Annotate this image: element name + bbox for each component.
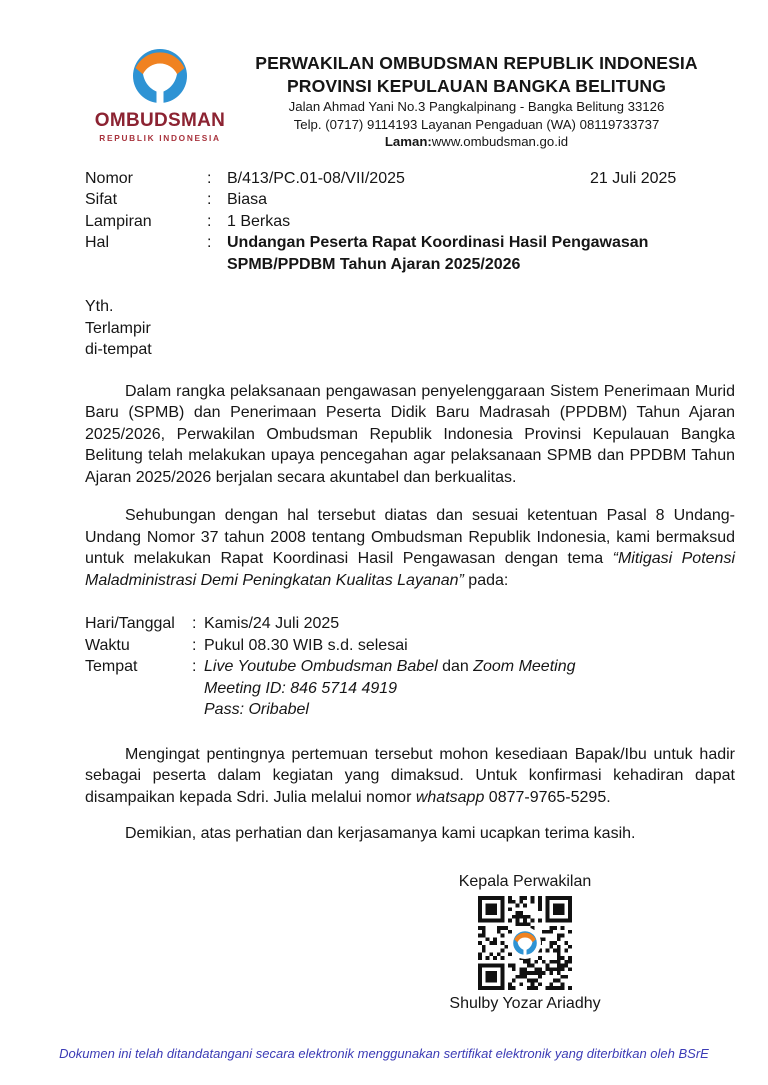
ombudsman-emblem-icon: [127, 44, 193, 108]
letter-meta: [85, 168, 735, 276]
lampiran-value: 1 Berkas: [227, 212, 291, 230]
org-website: [227, 134, 726, 151]
recipient-salutation: Yth.: [85, 298, 114, 315]
nomor-label: Nomor: [85, 169, 134, 187]
tempat-platform-2: Zoom Meeting: [473, 658, 576, 675]
tempat-conjunction: dan: [437, 658, 474, 675]
schedule-row-tempat: [85, 656, 735, 678]
tempat-value: [204, 656, 735, 678]
colon: :: [192, 615, 197, 632]
paragraph-3-tail: 0877-9765-5295.: [484, 788, 611, 806]
letterhead: [0, 0, 768, 151]
recipient-block: [85, 296, 735, 361]
org-address: Jalan Ahmad Yani No.3 Pangkalpinang - Bangka Belitung 33126: [288, 99, 665, 114]
org-name-line1: PERWAKILAN OMBUDSMAN REPUBLIK INDONESIA: [255, 53, 698, 73]
paragraph-2-tail: pada:: [463, 571, 509, 589]
ombudsman-logo: [93, 44, 227, 151]
website-value: www.ombudsman.go.id: [431, 134, 569, 149]
paragraph-closing: Demikian, atas perhatian dan kerjasamanya kami ucapkan terima kasih.: [125, 825, 636, 842]
colon: :: [207, 191, 212, 208]
ombudsman-emblem-icon: [511, 929, 539, 957]
paragraph-2-theme-quote: “Mitigasi Potensi Maladministrasi Demi Peningkatan Kualitas Layanan”: [85, 550, 736, 589]
signer-title: Kepala Perwakilan: [458, 872, 592, 890]
meeting-pass: Pass: Oribabel: [204, 701, 309, 718]
qr-center-logo: [509, 927, 541, 959]
nomor-value: B/413/PC.01-08/VII/2025: [227, 169, 405, 187]
bsre-footer-note: Dokumen ini telah ditandatangani secara elektronik menggunakan sertifikat elektronik yang diterbitkan oleh BSrE: [59, 1046, 709, 1061]
lampiran-label: Lampiran: [85, 212, 152, 230]
paragraph-2-text: Sehubungan dengan hal tersebut diatas dan sesuai ketentuan Pasal 8 Undang-Undang Nomor 37 tahun 2008 tentang Ombudsman Republik Indonesia, kami bermaksud untuk melakukan Rapat Koordinasi Hasil Pengawasan dengan tema: [85, 507, 735, 567]
paragraph-3-whatsapp: whatsapp: [415, 788, 485, 806]
hari-label: Hari/Tanggal: [85, 615, 175, 632]
waktu-label: Waktu: [85, 636, 130, 654]
digital-signature-qr: [478, 896, 572, 990]
paragraph-2: [85, 505, 735, 591]
schedule-row-hari: [85, 613, 735, 635]
colon: :: [192, 636, 197, 654]
paragraph-1: Dalam rangka pelaksanaan pengawasan penyelenggaraan Sistem Penerimaan Murid Baru (SPMB) dan Penerimaan Peserta Didik Baru Madrasah (PPDBM) Tahun Ajaran 2025/2026, Perwakilan Ombudsman Republik Indonesia Provinsi Kepulauan Bangka Belitung telah melakukan upaya pencegahan agar pelaksanaan SPMB dan PPDBM Tahun Ajaran 2025/2026 berjalan secara akuntabel dan berkualitas.: [85, 382, 735, 486]
logo-wordmark: OMBUDSMAN: [94, 110, 226, 131]
hal-label: Hal: [85, 234, 110, 251]
paragraph-3-text: Mengingat pentingnya pertemuan tersebut mohon kesediaan Bapak/Ibu untuk hadir sebagai peserta dalam kegiatan yang dimaksud. Untuk konfirmasi kehadiran dapat disampaikan kepada Sdri. Julia melalui nomor: [85, 745, 735, 806]
recipient-name: Terlampir: [85, 319, 151, 337]
letterhead-text: [227, 44, 726, 151]
website-label: Laman:: [384, 134, 432, 149]
schedule-row-waktu: [85, 635, 735, 657]
sifat-value: Biasa: [227, 191, 268, 208]
sifat-label: Sifat: [85, 191, 118, 208]
org-phone: Telp. (0717) 9114193 Layanan Pengaduan (WA) 08119733737: [293, 116, 660, 132]
paragraph-3: [85, 744, 735, 809]
meeting-id: Meeting ID: 846 5714 4919: [204, 679, 398, 697]
meta-row-sifat: [85, 189, 735, 211]
letter-date: 21 Juli 2025: [590, 169, 677, 187]
signature-block: [375, 871, 675, 1014]
colon: :: [207, 212, 212, 230]
tempat-platform-1: Live Youtube Ombudsman Babel: [204, 658, 438, 675]
hal-value-line1: Undangan Peserta Rapat Koordinasi Hasil Pengawasan: [227, 234, 649, 251]
meta-row-lampiran: [85, 211, 735, 233]
hari-value: Kamis/24 Juli 2025: [204, 615, 340, 632]
recipient-place: di-tempat: [85, 341, 152, 358]
meta-row-hal: [85, 232, 735, 275]
logo-subtext: REPUBLIK INDONESIA: [99, 133, 221, 143]
schedule-block: [85, 613, 735, 721]
signer-name: Shulby Yozar Ariadhy: [449, 994, 601, 1012]
waktu-value: Pukul 08.30 WIB s.d. selesai: [204, 636, 408, 654]
tempat-label: Tempat: [85, 658, 138, 675]
hal-value-line2: SPMB/PPDBM Tahun Ajaran 2025/2026: [227, 255, 521, 273]
org-name-line2: PROVINSI KEPULAUAN BANGKA BELITUNG: [286, 76, 667, 96]
hal-value: [227, 232, 735, 275]
colon: :: [192, 658, 197, 675]
colon: :: [207, 234, 212, 251]
colon: :: [207, 169, 212, 187]
